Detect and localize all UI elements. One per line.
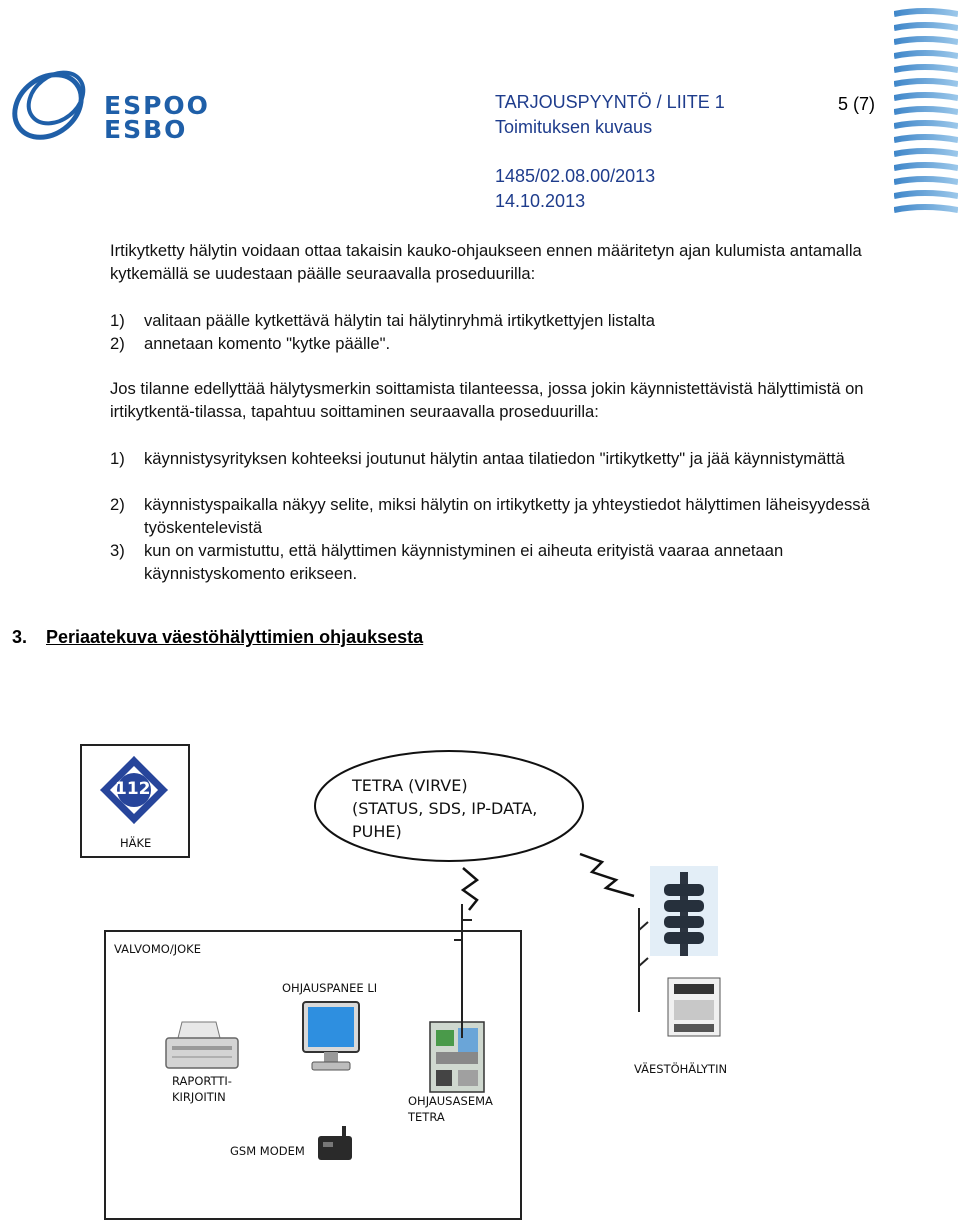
printer-icon (162, 1020, 242, 1076)
section-number: 3. (12, 627, 28, 647)
list-number: 1) (110, 311, 125, 330)
list-number: 1) (110, 449, 125, 468)
list-text: käynnistyspaikalla näkyy selite, miksi hälytin on irtikytketty ja yhteystiedot hälyttimen läheisyydessä työskentelevistä (144, 495, 870, 537)
control-room-label: VALVOMO/JOKE (114, 942, 201, 956)
logo-text-line1: ESPOO (104, 91, 210, 120)
doc-subtitle: Toimituksen kuvaus (495, 117, 653, 137)
list-number: 2) (110, 334, 125, 353)
siren-label: VÄESTÖHÄLYTIN (634, 1062, 728, 1076)
emblem-label: HÄKE (120, 836, 152, 850)
monitor-icon (300, 1000, 362, 1074)
page-number: 5 (7) (838, 94, 876, 114)
reference-number: 1485/02.08.00/2013 (495, 166, 656, 186)
station-label-2: TETRA (408, 1110, 445, 1124)
decorative-stripes-icon (894, 4, 958, 218)
doc-date: 14.10.2013 (495, 191, 586, 211)
logo-swirl-icon (4, 58, 100, 148)
paragraph-2: Jos tilanne edellyttää hälytysmerkin soittamista tilanteessa, jossa jokin käynnistettävistä hälyttimistä on irtikytkentä-tilassa, tapahtuu soittaminen seuraavalla proseduurilla: (110, 379, 864, 421)
siren-antenna-icon (628, 902, 650, 1014)
section-title: Periaatekuva väestöhälyttimien ohjauksesta (46, 627, 424, 647)
list-text: valitaan päälle kytkettävä hälytin tai hälytinryhmä irtikytkettyjen listalta (144, 311, 655, 330)
printer-label-1: RAPORTTI- (172, 1074, 232, 1088)
cloud-line-2: (STATUS, SDS, IP-DATA, (352, 799, 538, 818)
control-panel-label: OHJAUSPANEE LI (282, 981, 378, 995)
logo-text-line2: ESBO (104, 115, 188, 144)
radio-link-right-icon (576, 850, 638, 898)
station-label-1: OHJAUSASEMA (408, 1094, 493, 1108)
antenna-mast-icon (452, 900, 474, 1040)
cloud-line-1: TETRA (VIRVE) (352, 776, 468, 795)
cloud-line-3: PUHE) (352, 822, 402, 841)
printer-label-2: KIRJOITIN (172, 1090, 226, 1104)
list-text: käynnistysyrityksen kohteeksi joutunut hälytin antaa tilatiedon "irtikytketty" ja jää käynnistymättä (144, 449, 845, 468)
siren-control-unit-icon (666, 976, 722, 1038)
paragraph-1: Irtikytketty hälytin voidaan ottaa takaisin kauko-ohjaukseen ennen määritetyn ajan kulumista antamalla kytkemällä se uudestaan päälle seuraavalla proseduurilla: (110, 241, 862, 283)
siren-speaker-icon (650, 866, 718, 956)
emblem-number: 112 (115, 779, 151, 799)
doc-title: TARJOUSPYYNTÖ / LIITE 1 (495, 92, 725, 112)
modem-label: GSM MODEM (230, 1144, 305, 1158)
list-number: 3) (110, 541, 125, 560)
list-number: 2) (110, 495, 125, 514)
list-text: annetaan komento "kytke päälle". (144, 334, 391, 353)
gsm-modem-icon (314, 1124, 356, 1164)
list-text: kun on varmistuttu, että hälyttimen käynnistyminen ei aiheuta erityistä vaaraa annetaan käynnistyskomento erikseen. (144, 541, 784, 583)
